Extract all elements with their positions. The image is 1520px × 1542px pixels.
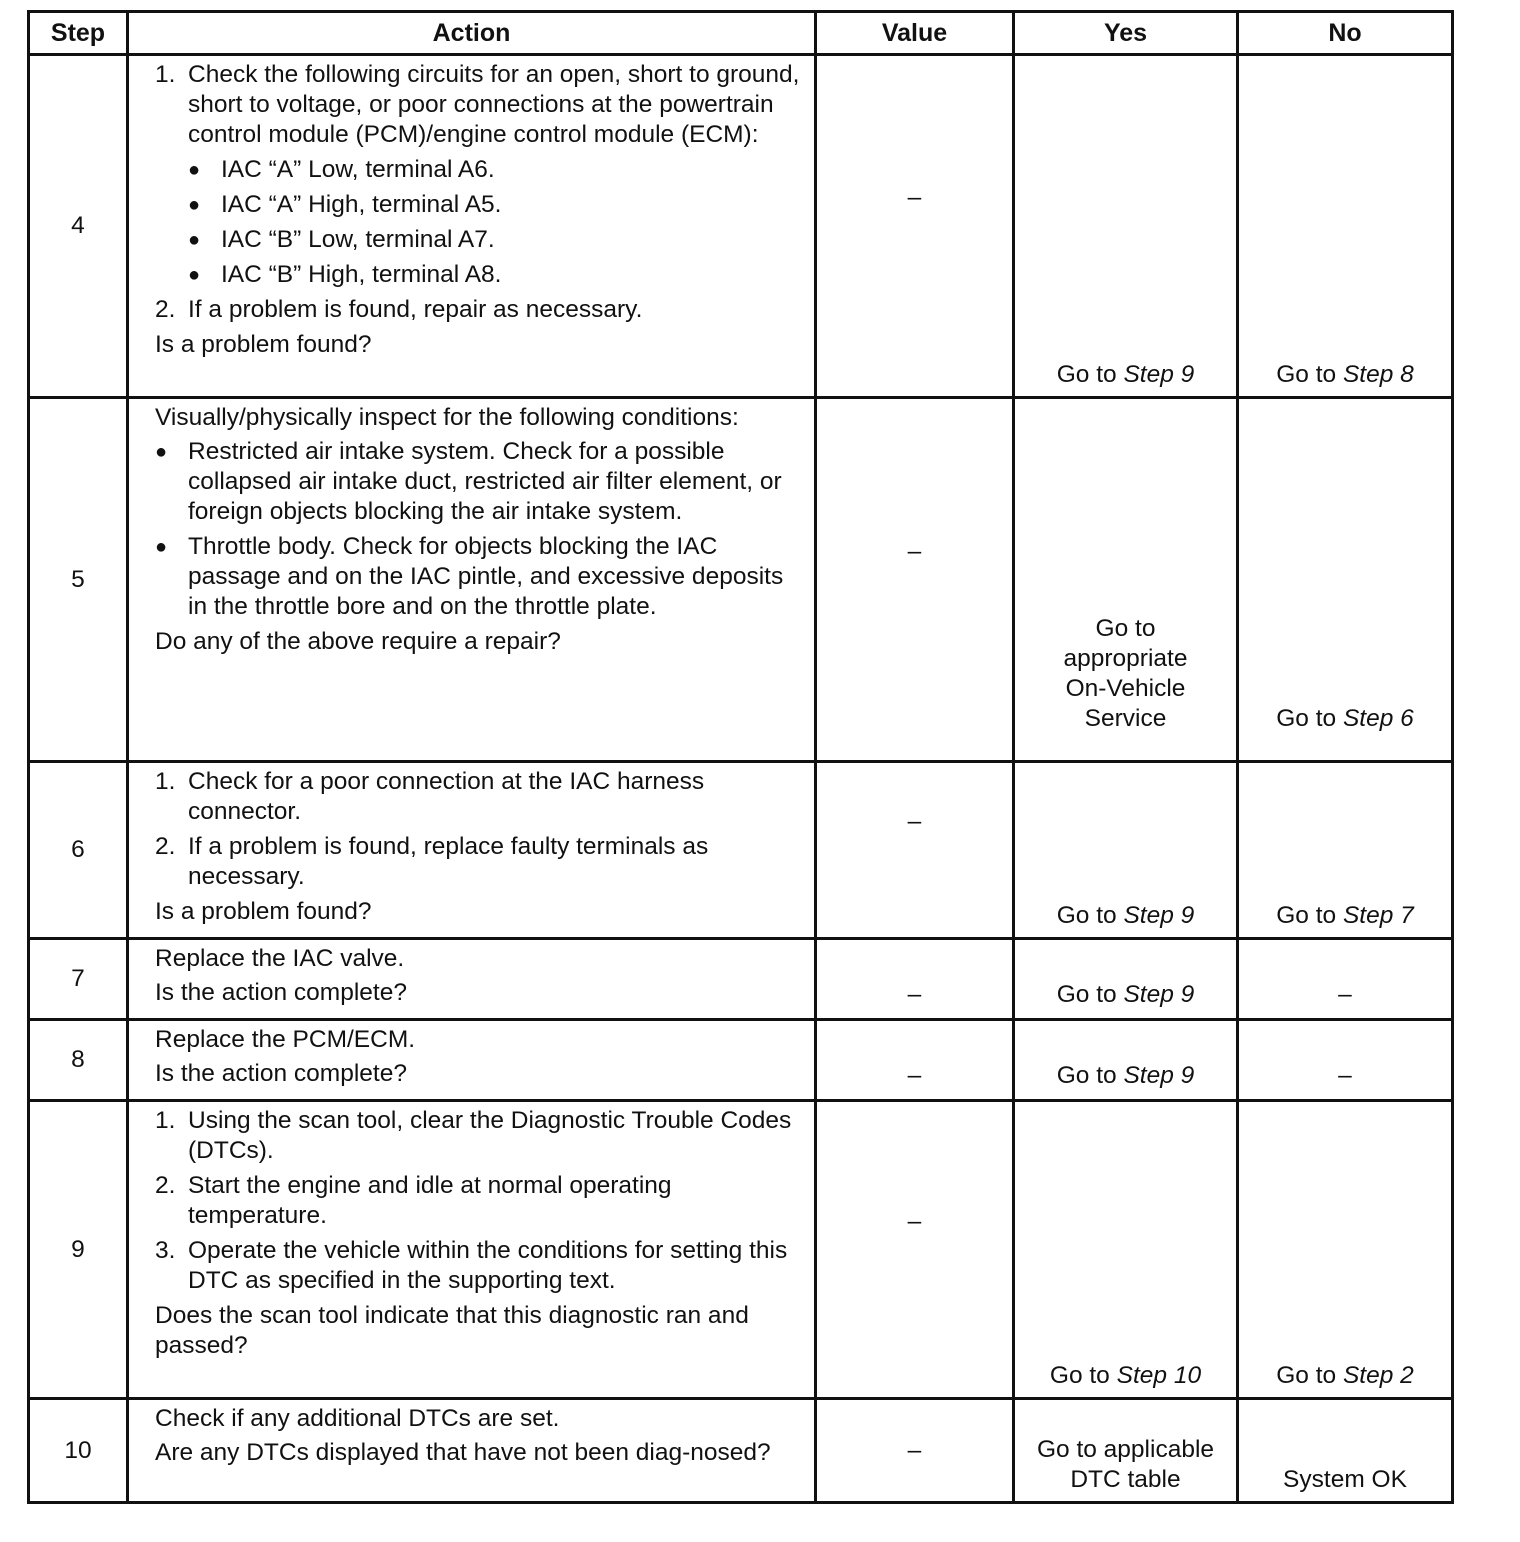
no-cell [1238,55,1453,398]
action-cell [128,1020,816,1101]
action-item [155,767,800,827]
no-cell: System OK [1238,1399,1453,1503]
yes-step-ref: Step 9 [1123,981,1195,1008]
bullet-item [155,437,800,527]
action-question: Is the action complete? [155,1060,407,1087]
item-number: 3. [155,1237,176,1264]
action-intro: Visually/physically inspect for the following conditions: [155,404,739,431]
action-question: Does the scan tool indicate that this diagnostic ran and passed? [155,1302,749,1359]
no-step-ref: Step 7 [1342,902,1414,929]
value-cell: – [816,1020,1014,1101]
bullet-text: Throttle body. Check for objects blocking the IAC passage and on the IAC pintle, and excessive deposits in the throttle bore and on the throttle plate. [188,533,784,620]
value-cell [816,1101,1014,1399]
header-value: Value [816,12,1014,55]
value-cell: – [816,939,1014,1020]
table-row-step-9 [29,1101,1453,1399]
yes-cell [1014,55,1238,398]
no-cell [1238,398,1453,762]
bullet-icon: ● [188,194,201,216]
yes-cell [1014,939,1238,1020]
step-number: 5 [29,398,128,762]
yes-line: appropriate [1063,645,1188,672]
bullet-icon: ● [188,264,201,286]
bullet-item [188,155,800,185]
value-text: – [907,537,922,565]
header-action: Action [128,12,816,55]
yes-cell [1014,1399,1238,1503]
diagnostic-table [27,10,1454,1504]
yes-step-ref: Step 10 [1116,1362,1202,1389]
item-text: If a problem is found, replace faulty terminals as necessary. [188,833,709,890]
action-item [155,1236,800,1296]
item-text: Check the following circuits for an open, short to ground, short to voltage, or poor connections at the powertrain control module (PCM)/engine control module (ECM): [188,61,800,148]
table-row-step-10 [29,1399,1453,1503]
value-text: – [907,1207,922,1235]
table-row-step-4 [29,55,1453,398]
item-number: 1. [155,1107,176,1134]
yes-line: DTC table [1070,1466,1181,1493]
yes-step-ref: Step 9 [1123,902,1195,929]
yes-prefix: Go to [1049,1362,1110,1389]
bullet-text: Restricted air intake system. Check for a possible collapsed air intake duct, restricted air filter element, or foreign objects blocking the air intake system. [188,438,782,525]
no-cell: – [1238,1020,1453,1101]
bullet-icon: ● [188,159,201,181]
value-text: – [907,808,922,835]
yes-prefix: Go to [1056,902,1117,929]
bullet-text: IAC “A” Low, terminal A6. [221,156,495,183]
action-cell [128,1399,816,1503]
bullet-item [188,260,800,290]
item-number: 2. [155,296,176,323]
action-question: Do any of the above require a repair? [155,628,561,655]
action-cell [128,1101,816,1399]
bullet-text: IAC “B” High, terminal A8. [221,261,502,288]
table-row-step-7 [29,939,1453,1020]
action-question: Is a problem found? [155,331,372,358]
action-cell [128,762,816,939]
value-text: – [907,184,922,211]
step-number: 8 [29,1020,128,1101]
bullet-text: IAC “B” Low, terminal A7. [221,226,495,253]
bullet-item [188,225,800,255]
no-step-ref: Step 2 [1342,1362,1414,1389]
item-number: 2. [155,1172,176,1199]
header-no: No [1238,12,1453,55]
yes-step-ref: Step 9 [1123,1062,1195,1089]
no-step-ref: Step 6 [1342,705,1414,732]
item-number: 2. [155,833,176,860]
bullet-item [188,190,800,220]
action-cell [128,55,816,398]
yes-line: Go to [1095,615,1156,642]
table-row-step-5 [29,398,1453,762]
bullet-item [155,532,800,622]
bullet-text: IAC “A” High, terminal A5. [221,191,502,218]
action-item [155,1171,800,1231]
item-text: Using the scan tool, clear the Diagnostic Trouble Codes (DTCs). [188,1107,792,1164]
step-number: 4 [29,55,128,398]
item-text: If a problem is found, repair as necessary. [188,296,643,323]
yes-line: Service [1084,705,1167,732]
yes-line: Go to applicable [1036,1436,1215,1463]
yes-cell [1014,1101,1238,1399]
action-item [155,60,800,150]
step-number: 9 [29,1101,128,1399]
item-text: Operate the vehicle within the conditions for setting this DTC as specified in the supporting text. [188,1237,788,1294]
step-number: 10 [29,1399,128,1503]
action-question: Is the action complete? [155,979,407,1006]
action-text: Replace the PCM/ECM. [155,1026,416,1053]
action-question: Is a problem found? [155,898,372,925]
bullet-icon: ● [188,229,201,251]
value-cell [816,762,1014,939]
value-cell: – [816,1399,1014,1503]
no-cell: – [1238,939,1453,1020]
table-row-step-8 [29,1020,1453,1101]
yes-cell [1014,1020,1238,1101]
header-row [29,12,1453,55]
yes-prefix: Go to [1056,1062,1117,1089]
item-text: Check for a poor connection at the IAC harness connector. [188,768,705,825]
item-text: Start the engine and idle at normal operating temperature. [188,1172,672,1229]
action-question: Are any DTCs displayed that have not been diag-nosed? [155,1439,771,1466]
header-step: Step [29,12,128,55]
no-step-ref: Step 8 [1342,361,1414,388]
no-prefix: Go to [1276,1362,1337,1389]
no-cell [1238,762,1453,939]
yes-cell [1014,398,1238,762]
step-number: 6 [29,762,128,939]
yes-line: On-Vehicle [1065,675,1186,702]
step-number: 7 [29,939,128,1020]
action-text: Check if any additional DTCs are set. [155,1405,560,1432]
yes-cell [1014,762,1238,939]
action-cell [128,939,816,1020]
bullet-icon: ● [155,441,168,463]
no-cell [1238,1101,1453,1399]
no-prefix: Go to [1276,361,1337,388]
bullet-icon: ● [155,536,168,558]
item-number: 1. [155,61,176,88]
yes-prefix: Go to [1056,981,1117,1008]
action-item [155,832,800,892]
yes-step-ref: Step 9 [1123,361,1195,388]
yes-prefix: Go to [1056,361,1117,388]
header-yes: Yes [1014,12,1238,55]
no-prefix: Go to [1276,705,1337,732]
action-cell [128,398,816,762]
action-item [155,295,800,325]
value-cell [816,398,1014,762]
action-item [155,1106,800,1166]
item-number: 1. [155,768,176,795]
value-cell [816,55,1014,398]
no-prefix: Go to [1276,902,1337,929]
action-text: Replace the IAC valve. [155,945,405,972]
table-row-step-6 [29,762,1453,939]
